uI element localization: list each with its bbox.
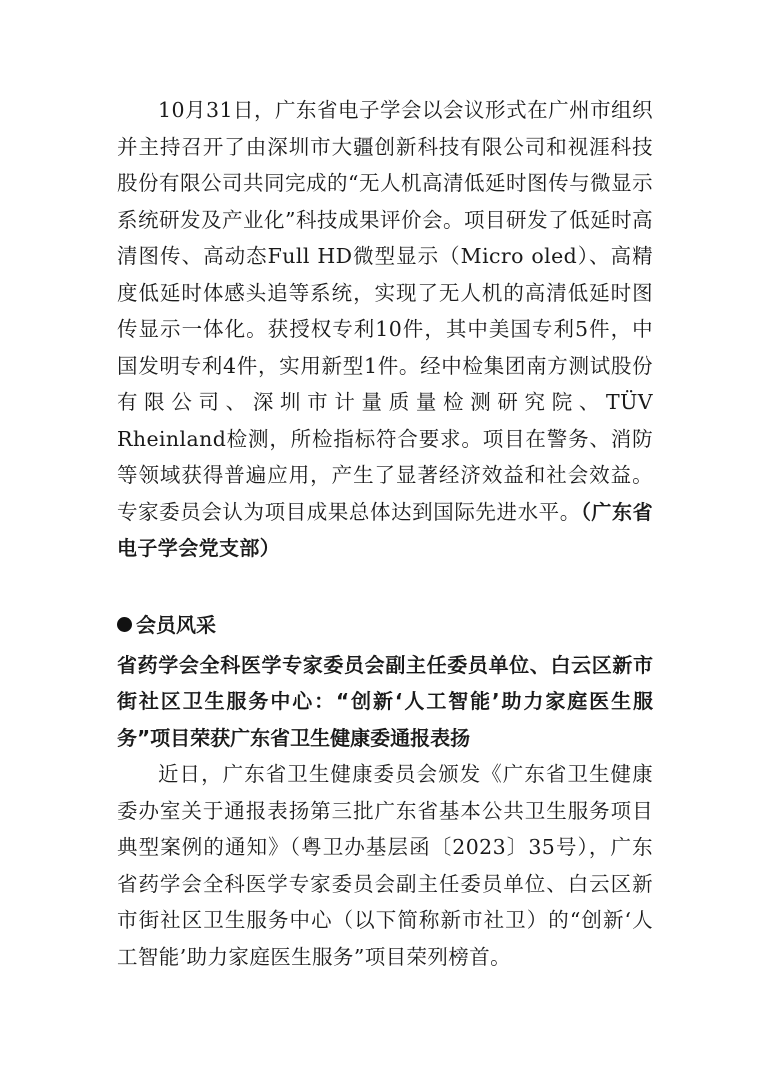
report-author: （广东省电子学会党支部）: [117, 499, 653, 560]
bullet-dot-icon: [117, 617, 132, 632]
article-title: 省药学会全科医学专家委员会副主任委员单位、白云区新市街社区卫生服务中心：“创新‘人工智能’助力家庭医生服务”项目荣获广东省卫生健康委通报表扬: [117, 652, 653, 750]
article-paragraph: 近日，广东省卫生健康委员会颁发《广东省卫生健康委办室关于通报表扬第三批广东省基本公共卫生服务项目典型案例的通知》（粤卫办基层函〔2023〕35号），广东省药学会全科医学专家委员会副主任委员单位、白云区新市街社区卫生服务中心（以下简称新市社卫）的“创新‘人工智能’助力家庭医生服务”项目荣列榜首。: [117, 762, 653, 969]
section-heading: [117, 607, 653, 643]
report-body: 10月31日，广东省电子学会以会议形式在广州市组织并主持召开了由深圳市大疆创新科技有限公司和视涯科技股份有限公司共同完成的“无人机高清低延时图传与微显示系统研发及产业化”科技成果评价会。项目研发了低延时高清图传、高动态Full HD微型显示（Micro oled）、高精度低延时体感头追等系统，实现了无人机的高清低延时图传显示一体化。获授权专利10件，其中美国专利5件，中国发明专利4件，实用新型1件。经中检集团南方测试股份有限公司、深圳市计量质量检测研究院、TÜV Rheinland检测，所检指标符合要求。项目在警务、消防等领域获得普遍应用，产生了显著经济效益和社会效益。专家委员会认为项目成果总体达到国际先进水平。: [117, 98, 653, 524]
section-heading-text: 会员风采: [136, 612, 216, 637]
document-page: [117, 92, 653, 975]
report-paragraph: [117, 92, 653, 567]
